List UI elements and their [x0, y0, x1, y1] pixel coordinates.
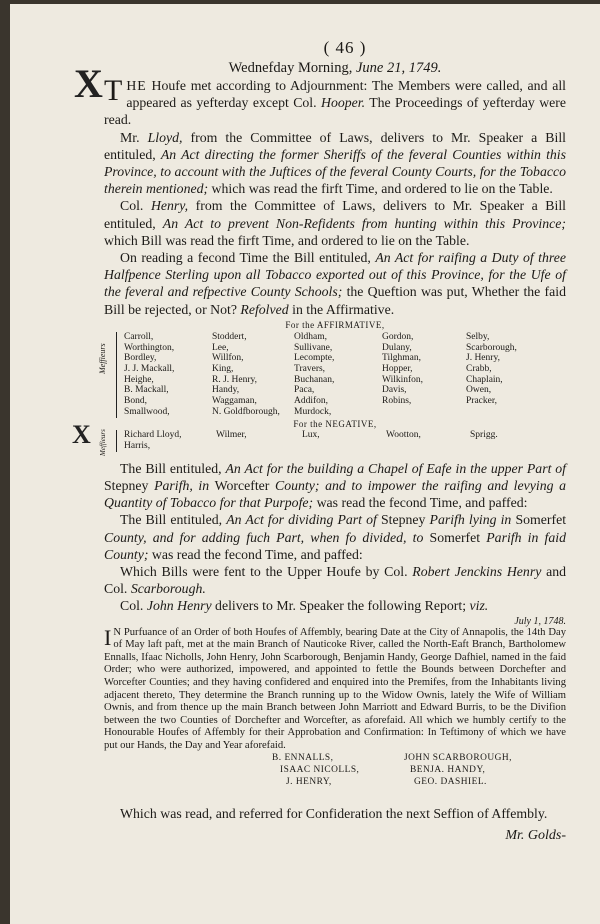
- member-name: Lecompte,: [294, 353, 335, 364]
- member-name: B. Mackall,: [124, 385, 169, 396]
- aff-col-5: [466, 332, 517, 407]
- member-name: Davis,: [382, 385, 407, 396]
- member-name: Waggaman,: [212, 396, 257, 407]
- paragraph-9: Which was read, and referred for Confideration the next Seffion of Affembly.: [120, 805, 548, 821]
- margin-x-mark: X: [74, 61, 103, 106]
- member-name: Carroll,: [124, 331, 154, 342]
- member-name: Bond,: [124, 396, 147, 407]
- paragraph-4: On reading a fecond Time the Bill entituled, An Act for raifing a Duty of three Halfpence Sterling upon all Tobacco exported out of this Province, for the Ufe of the feveral and refpective County Schools; the Queftion was put, Whether the faid Bill be rejected, or Not? Refolved in the Affirmative.: [104, 250, 567, 317]
- aff-col-1: [124, 332, 174, 418]
- messieurs-label-neg: Meffieurs: [99, 429, 107, 456]
- member-name: N. Goldfborough,: [212, 406, 280, 417]
- member-name: Murdock,: [294, 406, 332, 417]
- member-name: Heighe,: [124, 374, 154, 385]
- page-number: ( 46 ): [323, 38, 367, 57]
- member-name: Crabb,: [466, 363, 492, 374]
- member-name: Harris,: [124, 440, 151, 451]
- signer-ennalls: B. ENNALLS,: [272, 752, 334, 763]
- paragraph-1: T HE Houfe met according to Adjournment: The Members were called, and all appeared as yefterday except Col. Hooper. The Proceedings of yefterday were read.: [104, 74, 567, 128]
- paragraph-5: The Bill entituled, An Act for the building a Chapel of Eafe in the upper Part of Stepney Parifh, in Worcefter County; and to impower the raifing and levying a Quantity of Tobacco for that Purpofe; was read the fecond Time, and paffed:: [104, 460, 567, 511]
- member-name: Sullivane,: [294, 342, 333, 353]
- report-signatures: [104, 753, 566, 793]
- member-name: Oldham,: [294, 331, 327, 342]
- page-binding-edge: [0, 0, 10, 924]
- paragraph-3: Col. Henry, from the Committee of Laws, delivers to Mr. Speaker a Bill entituled, An Act to prevent Non-Refidents from hunting within this Province; which Bill was read the firft Time, and ordered to lie on the Table.: [104, 198, 567, 248]
- member-name: Smallwood,: [124, 406, 170, 417]
- member-name: Lee,: [212, 342, 229, 353]
- member-name: R. J. Henry,: [212, 374, 258, 385]
- member-name: Handy,: [212, 385, 240, 396]
- affirmative-heading: For the AFFIRMATIVE,: [285, 319, 385, 330]
- member-name: Willfon,: [212, 353, 244, 364]
- member-name: Wootton,: [386, 429, 421, 440]
- member-name: Paca,: [294, 385, 315, 396]
- signer-henry: J. HENRY,: [286, 776, 332, 787]
- member-name: Scarborough,: [466, 342, 517, 353]
- member-name: Chaplain,: [466, 374, 503, 385]
- member-name: J. J. Mackall,: [124, 363, 175, 374]
- neg-col-2: [216, 430, 247, 441]
- neg-col-3: [302, 430, 320, 441]
- member-name: Addifon,: [294, 396, 329, 407]
- dateline: Wednefday Morning, June 21, 1749.: [228, 60, 442, 76]
- report-body: I N Purfuance of an Order of both Houfes of Affembly, bearing Date at the City of Annapolis, the 14th Day of May laft paft, met at the main Branch of Nauticoke River, called the North-Eaft Branch, Bartholomew Ennalls, Ifaac Nicholls, John Henry, John Scarborough, Benjamin Handy, George Dafhiel, named in the faid Order; who were authorized, impowered, and appointed to fettle the Bounds between Dorchefter and Worcefter Counties; and they having confidered and enquired into the Premifes, from the Inhabitants living adjacent thereto, They determine the Branch running up to the Widow Ownis, lately the Wife of William Ownis, and from thence up the main Branch between John Marriott and Edward Burris, to be the Divifion between the two Counties of Dorchefter and Worcefter, as aforefaid. All which we humbly certify to the Honourable Houfes of Affembly for their Approbation and Confirmation: In Teftimony of which we have put our Hands, the Day and Year aforefaid.: [104, 624, 566, 752]
- paragraph-6: The Bill entituled, An Act for dividing Part of Stepney Parifh lying in Somerfet County, and for adding fuch Part, when fo divided, to Somerfet Parifh in faid County; was read the fecond Time, and paffed:: [104, 512, 567, 562]
- signer-scarborough: JOHN SCARBOROUGH,: [404, 752, 512, 763]
- page-top-edge: [0, 0, 600, 4]
- aff-col-3: [294, 332, 334, 418]
- neg-col-4: [386, 430, 421, 441]
- member-name: Richard Lloyd,: [124, 429, 182, 440]
- margin-x-mark-2: X: [72, 420, 91, 449]
- negative-brace: [116, 430, 117, 452]
- member-name: Stoddert,: [212, 331, 247, 342]
- member-name: Hopper,: [382, 363, 413, 374]
- member-name: Buchanan,: [294, 374, 335, 385]
- vote-table: [98, 319, 566, 460]
- member-name: Bordley,: [124, 353, 157, 364]
- paragraph-8: Col. John Henry delivers to Mr. Speaker the following Report; viz.: [120, 598, 489, 614]
- signer-nicolls: ISAAC NICOLLS,: [280, 764, 360, 775]
- paragraph-2: Mr. Lloyd, from the Committee of Laws, delivers to Mr. Speaker a Bill entituled, An Act directing the former Sheriffs of the feveral Counties within this Province, to account with the Juftices of the feveral County Courts, for the Tobacco therein mentioned; which was read the firft Time, and ordered to lie on the Table.: [104, 129, 567, 197]
- report-date: July 1, 1748.: [514, 615, 566, 627]
- member-name: Selby,: [466, 331, 490, 342]
- member-name: Owen,: [466, 385, 492, 396]
- member-name: Gordon,: [382, 331, 414, 342]
- signer-handy: BENJA. HANDY,: [410, 764, 486, 775]
- drop-cap: T: [104, 74, 123, 107]
- neg-col-5: [470, 430, 498, 441]
- member-name: Wilmer,: [216, 429, 247, 440]
- member-name: Worthington,: [124, 342, 175, 353]
- member-name: King,: [212, 363, 234, 374]
- paragraph-7: Which Bills were fent to the Upper Houfe by Col. Robert Jenckins Henry and Col. Scarborough.: [104, 564, 566, 597]
- document-body: [98, 38, 567, 844]
- catchword: Mr. Golds-: [505, 827, 566, 843]
- negative-heading: For the NEGATIVE,: [293, 418, 377, 429]
- signer-dashiel: GEO. DASHIEL.: [414, 776, 487, 787]
- aff-col-4: [382, 332, 423, 407]
- messieurs-label: Meffieurs: [98, 343, 107, 374]
- aff-col-2: [212, 332, 280, 418]
- member-name: Travers,: [294, 363, 326, 374]
- report-drop-cap: I: [104, 624, 112, 650]
- member-name: Pracker,: [466, 396, 498, 407]
- member-name: Wilkinfon,: [382, 374, 424, 385]
- member-name: Lux,: [302, 429, 320, 440]
- member-name: Dulany,: [382, 342, 412, 353]
- neg-col-1: [124, 430, 182, 451]
- member-name: Sprigg.: [470, 429, 498, 440]
- member-name: Tilghman,: [382, 353, 421, 364]
- affirmative-brace: [116, 332, 117, 418]
- member-name: J. Henry,: [466, 353, 500, 364]
- member-name: Robins,: [382, 396, 412, 407]
